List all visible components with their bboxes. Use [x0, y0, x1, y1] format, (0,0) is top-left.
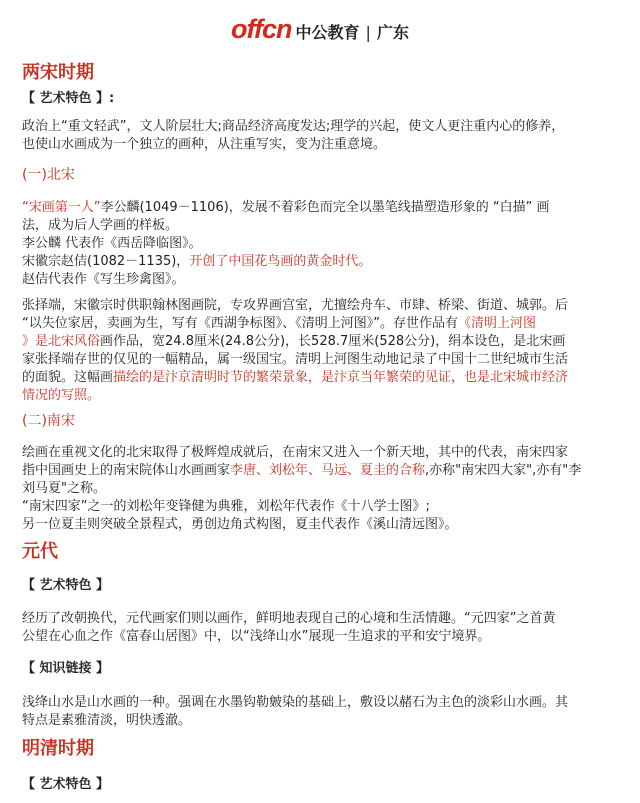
- text-span: “以失位家居，卖画为生，写有《西湖争标图》、《清明上河图》”。存世作品有: [22, 316, 458, 331]
- logo-brand: 中公教育: [295, 23, 360, 42]
- subsection-title-south-song: (二)南宋: [22, 413, 75, 429]
- song-intro-line: 也使山水画成为一个独立的画种，从注重写实，变为注重意境。: [22, 137, 387, 152]
- text-span: 画作品，宽24.8厘米(24.8公分)，长528.7厘米(528公分)，绢本设色，是北宋画: [100, 334, 566, 349]
- section-title-song: 两宋时期: [22, 62, 94, 83]
- text-span: 宋徽宗赵佶(1082－1135)，: [22, 254, 190, 269]
- north-line: 李公麟 代表作《西岳降临图》。: [22, 236, 202, 251]
- logo-mark: offcn: [231, 14, 292, 44]
- text-span: ,亦称"南宋四大家",亦有"李: [425, 463, 582, 478]
- red-highlight: 开创了中国花鸟画的黄金时代。: [189, 254, 372, 269]
- north-line: [22, 199, 550, 217]
- zhang-zeduan-line: 情况的写照。: [22, 388, 101, 403]
- knowledge-line: 浅绛山水是山水画的一种。强调在水墨钩勒皴染的基础上，敷设以赭石为主色的淡彩山水画。其: [22, 695, 569, 710]
- text-span: 指中国画史上的南宋院体山水画画家: [22, 463, 231, 478]
- text-span: 李公麟(1049－1106)，发展不着彩色而完全以墨笔线描塑造形象的 “白描” 画: [100, 200, 550, 215]
- south-line: 另一位夏圭则突破全景程式，勇创边角式构图，夏圭代表作《溪山清远图》。: [22, 517, 458, 532]
- south-line: [22, 462, 581, 480]
- yuan-line: 经历了改朝换代，元代画家们则以画作，鲜明地表现自己的心境和生活情趣。“元四家”之首黄: [22, 611, 556, 626]
- section-title-yuan: 元代: [22, 541, 58, 562]
- red-highlight: 描绘的是汴京清明时节的繁荣景象，是汴京当年繁荣的见证，也是北宋城市经济: [113, 370, 569, 385]
- art-features-tag: 【 艺术特色 】: [22, 777, 110, 792]
- yuan-line: 公望在心血之作《富春山居图》中，以“浅绛山水”展现一生追求的平和安宁境界。: [22, 629, 491, 644]
- section-title-ming-qing: 明清时期: [22, 738, 94, 759]
- logo-separator: |: [365, 23, 371, 42]
- zhang-zeduan-line: [22, 315, 536, 333]
- north-line: 赵佶代表作《写生珍禽图》。: [22, 272, 185, 287]
- red-highlight: “宋画第一人”: [22, 200, 101, 215]
- subsection-title-north-song: (一)北宋: [22, 167, 75, 183]
- zhang-zeduan-line: 家张择端存世的仅见的一幅精品，属一级国宝。清明上河图生动地记录了中国十二世纪城市生活: [22, 352, 569, 367]
- song-intro-line: 政治上“重文轻武”，文人阶层壮大;商品经济高度发达;理学的兴起，使文人更注重内心的修养，: [22, 119, 565, 134]
- logo-region: 广东: [376, 23, 409, 42]
- red-highlight: 《清明上河图: [457, 316, 536, 331]
- red-highlight: 李唐、刘松年、马远、夏圭的合称: [230, 463, 426, 478]
- page-header: [0, 14, 640, 44]
- art-features-tag: 【 艺术特色 】:: [22, 91, 115, 106]
- zhang-zeduan-line: [22, 333, 565, 351]
- south-line: 绘画在重视文化的北宋取得了极辉煌成就后，在南宋又进入一个新天地，其中的代表，南宋四家: [22, 445, 569, 460]
- text-span: 的面貌。这幅画: [22, 370, 114, 385]
- north-line: [22, 253, 371, 271]
- north-line: 法，成为后人学画的样板。: [22, 218, 179, 233]
- art-features-tag: 【 艺术特色 】: [22, 578, 110, 593]
- offcn-logo: [231, 14, 409, 45]
- zhang-zeduan-line: [22, 369, 568, 387]
- knowledge-link-tag: 【 知识链接 】: [22, 661, 110, 676]
- red-highlight: 》是北宋风俗: [22, 334, 101, 349]
- knowledge-line: 特点是素雅清淡，明快透澈。: [22, 713, 192, 728]
- south-line: 刘马夏"之称。: [22, 481, 106, 496]
- zhang-zeduan-line: 张择端，宋徽宗时供职翰林图画院，专攻界画宫室，尤擅绘舟车、市肆、桥梁、街道、城郭。后: [22, 298, 569, 313]
- south-line: “南宋四家”之一的刘松年变锋健为典雅，刘松年代表作《十八学士图》;: [22, 499, 430, 514]
